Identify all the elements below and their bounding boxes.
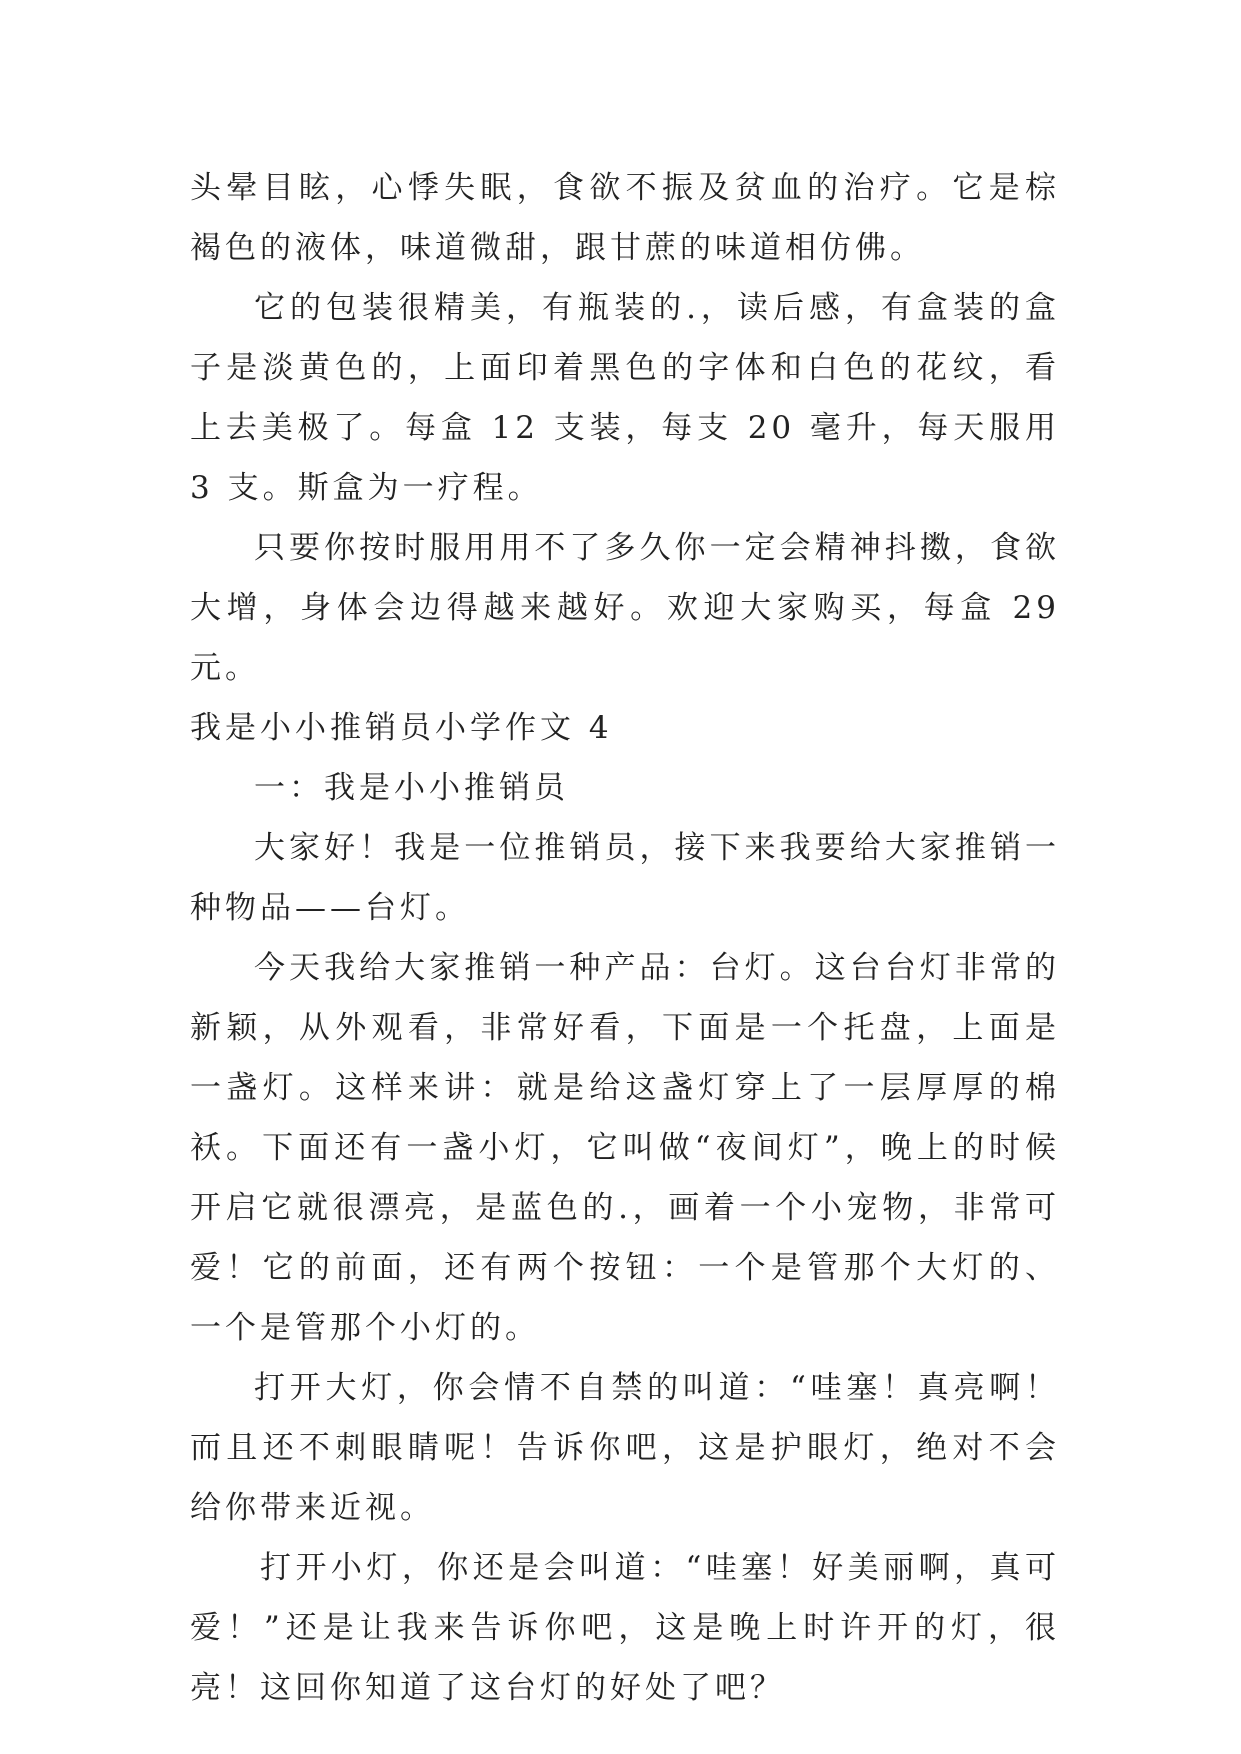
paragraph-greeting: 大家好！我是一位推销员，接下来我要给大家推销一种物品——台灯。 xyxy=(190,830,1060,926)
paragraph-packaging: 它的包装很精美，有瓶装的.，读后感，有盒装的盒子是淡黄色的，上面印着黑色的字体和白色的花纹，看上去美极了。每盒 12 支装，每支 20 毫升，每天服用 3 支。斯盒为一疗程。 xyxy=(190,290,1060,506)
paragraph-purchase: 只要你按时服用用不了多久你一定会精神抖擞，食欲大增，身体会边得越来越好。欢迎大家购买，每盒 29 元。 xyxy=(190,530,1060,686)
paragraph-small-lamp: 打开小灯，你还是会叫道：“哇塞！好美丽啊，真可爱！”还是让我来告诉你吧，这是晚上时许开的灯，很亮！这回你知道了这台灯的好处了吧？ xyxy=(190,1550,1060,1706)
document-body xyxy=(190,158,1060,1718)
paragraph-big-lamp: 打开大灯，你会情不自禁的叫道：“哇塞！真亮啊！而且还不刺眼睛呢！告诉你吧，这是护眼灯，绝对不会给你带来近视。 xyxy=(190,1370,1060,1526)
paragraph-intro-continued: 头晕目眩，心悸失眠，食欲不振及贫血的治疗。它是棕褐色的液体，味道微甜，跟甘蔗的味道相仿佛。 xyxy=(190,170,1060,266)
paragraph-subtitle: 一：我是小小推销员 xyxy=(254,770,569,806)
essay-title: 我是小小推销员小学作文 4 xyxy=(190,710,613,746)
paragraph-lamp-description: 今天我给大家推销一种产品：台灯。这台台灯非常的新颖，从外观看，非常好看，下面是一个托盘，上面是一盏灯。这样来讲：就是给这盏灯穿上了一层厚厚的棉袄。下面还有一盏小灯，它叫做“夜间灯”，晚上的时候开启它就很漂亮，是蓝色的.，画着一个小宠物，非常可爱！它的前面，还有两个按钮：一个是管那个大灯的、一个是管那个小灯的。 xyxy=(190,950,1060,1346)
